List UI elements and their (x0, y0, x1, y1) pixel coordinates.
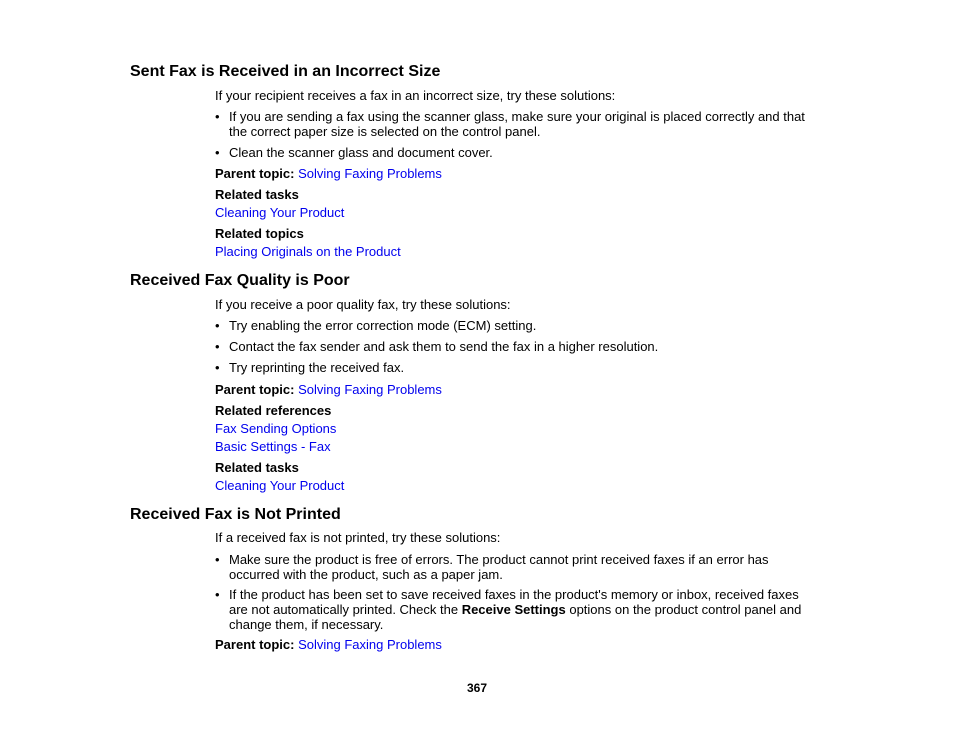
parent-topic-label: Parent topic: (215, 166, 295, 181)
related-task-link[interactable]: Cleaning Your Product (215, 478, 345, 493)
section-heading-not-printed: Received Fax is Not Printed (130, 506, 341, 523)
parent-topic-line (215, 637, 442, 652)
related-references-label: Related references (215, 403, 332, 418)
parent-topic-link[interactable]: Solving Faxing Problems (298, 637, 442, 652)
bullet-text: Try reprinting the received fax. (229, 360, 405, 375)
related-tasks-label: Related tasks (215, 187, 299, 202)
related-topics-label: Related topics (215, 226, 304, 241)
bullet-marker: • (215, 587, 220, 602)
bullet-text: Clean the scanner glass and document cover. (229, 145, 493, 160)
related-reference-link[interactable]: Basic Settings - Fax (215, 439, 331, 454)
bullet-text: Try enabling the error correction mode (ECM) setting. (229, 318, 537, 333)
bullet-text: Make sure the product is free of errors. The product cannot print received faxes if an error has occurred with the product, such as a paper jam. (229, 552, 769, 582)
bullet-text (229, 587, 819, 632)
parent-topic-link[interactable]: Solving Faxing Problems (298, 166, 442, 181)
bullet-marker: • (215, 109, 220, 124)
bullet-text: If you are sending a fax using the scanner glass, make sure your original is placed correctly and that the correct paper size is selected on the control panel. (229, 109, 805, 139)
bullet-text-end: options on the product control panel and change them, if necessary. (229, 602, 802, 632)
intro-text: If your recipient receives a fax in an incorrect size, try these solutions: (215, 88, 616, 103)
bullet-marker: • (215, 339, 220, 354)
bullet-marker: • (215, 552, 220, 567)
parent-topic-label: Parent topic: (215, 382, 295, 397)
parent-topic-line (215, 382, 442, 397)
bullet-marker: • (215, 360, 220, 375)
related-topic-link[interactable]: Placing Originals on the Product (215, 244, 401, 259)
related-task-link[interactable]: Cleaning Your Product (215, 205, 345, 220)
related-tasks-label: Related tasks (215, 460, 299, 475)
parent-topic-link[interactable]: Solving Faxing Problems (298, 382, 442, 397)
page-number: 367 (466, 681, 488, 695)
intro-text: If a received fax is not printed, try these solutions: (215, 530, 501, 545)
bullet-marker: • (215, 318, 220, 333)
bullet-text-start: If the product has been set to save received faxes in the product's memory or inbox, received faxes are not automatically printed. Check the (229, 587, 799, 617)
bullet-marker: • (215, 145, 220, 160)
intro-text: If you receive a poor quality fax, try these solutions: (215, 297, 511, 312)
parent-topic-label: Parent topic: (215, 637, 295, 652)
related-reference-link[interactable]: Fax Sending Options (215, 421, 337, 436)
section-heading-quality-poor: Received Fax Quality is Poor (130, 272, 350, 289)
section-heading-incorrect-size: Sent Fax is Received in an Incorrect Size (130, 63, 441, 80)
receive-settings-term: Receive Settings (461, 602, 566, 617)
parent-topic-line (215, 166, 442, 181)
bullet-text: Contact the fax sender and ask them to send the fax in a higher resolution. (229, 339, 659, 354)
